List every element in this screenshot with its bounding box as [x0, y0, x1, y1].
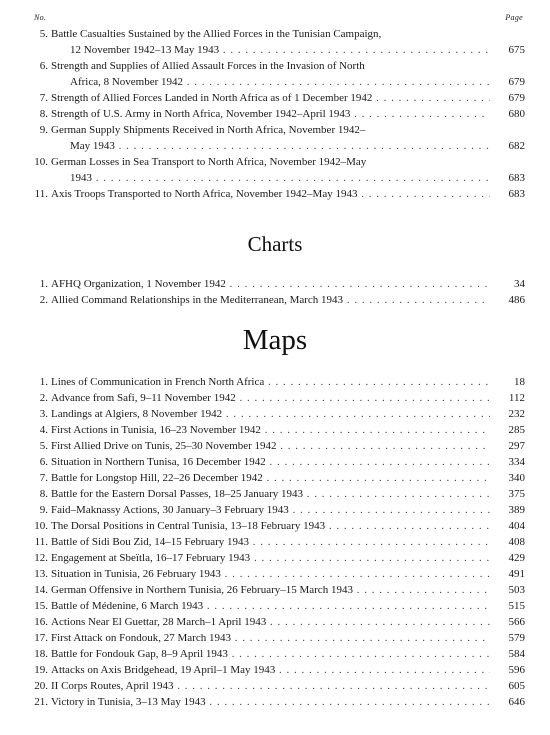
charts-list — [0, 276, 550, 308]
entry-number: 10. — [34, 156, 48, 168]
entry-page-number: 596 — [508, 664, 525, 676]
entry-number: 1. — [39, 278, 48, 290]
map-entry — [0, 438, 550, 454]
entry-title: Battle for Fondouk Gap, 8–9 April 1943 . . . — [51, 646, 490, 662]
entry-title: Situation in Tunisia, 26 February 1943 . . . — [51, 566, 490, 582]
entry-page-number: 429 — [508, 552, 525, 564]
entry-title: German Offensive in Northern Tunisia, 26 February–15 March 1943 . . . — [51, 582, 490, 598]
map-entry — [0, 454, 550, 470]
entry-page-number: 408 — [508, 536, 525, 548]
entry-number: 14. — [34, 584, 48, 596]
charts-heading: Charts — [247, 232, 303, 256]
map-entry — [0, 582, 550, 598]
entry-title: The Dorsal Positions in Central Tunisia, 13–18 February 1943 . . . — [51, 518, 490, 534]
entry-title: Attacks on Axis Bridgehead, 19 April–1 May 1943 . . . — [51, 662, 490, 678]
entry-page-number: 285 — [508, 424, 525, 436]
chart-entry — [0, 292, 550, 308]
entry-page-number: 503 — [508, 584, 525, 596]
entry-number: 16. — [34, 616, 48, 628]
maps-heading: Maps — [242, 324, 308, 356]
map-entry — [0, 630, 550, 646]
entry-title: German Losses in Sea Transport to North Africa, November 1942–May — [51, 156, 367, 168]
entry-page-number: 675 — [508, 44, 525, 56]
entry-number: 1. — [39, 376, 48, 388]
entry-number: 7. — [39, 92, 48, 104]
page-column-header: Page — [505, 13, 523, 22]
entry-title: Strength and Supplies of Allied Assault Forces in the Invasion of North — [51, 60, 365, 72]
table-entry-continuation — [0, 42, 550, 58]
entry-page-number: 680 — [508, 108, 525, 120]
entry-page-number: 683 — [508, 172, 525, 184]
entry-number: 15. — [34, 600, 48, 612]
table-entry — [0, 26, 550, 42]
entry-title: Lines of Communication in French North Africa . . . — [51, 374, 490, 390]
table-entry-continuation — [0, 138, 550, 154]
column-headers — [34, 13, 523, 25]
entry-title: First Allied Drive on Tunis, 25–30 November 1942 . . . — [51, 438, 490, 454]
entry-page-number: 579 — [508, 632, 525, 644]
entry-number: 5. — [39, 440, 48, 452]
entry-number: 20. — [34, 680, 48, 692]
entry-title: First Attack on Fondouk, 27 March 1943 . . . — [51, 630, 490, 646]
table-entry — [0, 122, 550, 138]
map-entry — [0, 598, 550, 614]
map-entry — [0, 566, 550, 582]
entry-title: Advance from Safi, 9–11 November 1942 . . . — [51, 390, 490, 406]
entry-title: Strength of Allied Forces Landed in North Africa as of 1 December 1942 . . . — [51, 90, 490, 106]
entry-title: Battle for Longstop Hill, 22–26 December 1942 . . . — [51, 470, 490, 486]
entry-number: 9. — [39, 124, 48, 136]
entry-page-number: 18 — [514, 376, 525, 388]
table-entry-continuation — [0, 170, 550, 186]
map-entry — [0, 422, 550, 438]
entry-title: Battle Casualties Sustained by the Allied Forces in the Tunisian Campaign, — [51, 28, 382, 40]
entry-title: Engagement at Sbeïtla, 16–17 February 1943 . . . — [51, 550, 490, 566]
entry-title: Battle for the Eastern Dorsal Passes, 18–25 January 1943 . . . — [51, 486, 490, 502]
table-entry — [0, 106, 550, 122]
table-entry — [0, 186, 550, 202]
entry-page-number: 486 — [508, 294, 525, 306]
table-entry — [0, 58, 550, 74]
map-entry — [0, 518, 550, 534]
entry-number: 13. — [34, 568, 48, 580]
table-entry — [0, 90, 550, 106]
map-entry — [0, 646, 550, 662]
entry-number: 5. — [39, 28, 48, 40]
entry-number: 19. — [34, 664, 48, 676]
entry-page-number: 491 — [508, 568, 525, 580]
map-entry — [0, 534, 550, 550]
entry-page-number: 334 — [508, 456, 525, 468]
entry-number: 6. — [39, 60, 48, 72]
number-column-header: No. — [34, 13, 47, 22]
entry-title: Allied Command Relationships in the Mediterranean, March 1943 . . . — [51, 292, 490, 308]
map-entry — [0, 678, 550, 694]
entry-title: Landings at Algiers, 8 November 1942 . . . — [51, 406, 490, 422]
entry-page-number: 404 — [508, 520, 525, 532]
entry-page-number: 297 — [508, 440, 525, 452]
entry-page-number: 679 — [508, 76, 525, 88]
entry-page-number: 389 — [508, 504, 525, 516]
maps-list — [0, 374, 550, 710]
entry-page-number: 112 — [508, 392, 525, 404]
entry-title-continued: Africa, 8 November 1942 . . . — [70, 74, 490, 90]
map-entry — [0, 502, 550, 518]
entry-title-continued: 12 November 1942–13 May 1943 . . . — [70, 42, 490, 58]
map-entry — [0, 694, 550, 710]
map-entry — [0, 374, 550, 390]
entry-page-number: 605 — [508, 680, 525, 692]
map-entry — [0, 550, 550, 566]
entry-page-number: 375 — [508, 488, 525, 500]
entry-page-number: 340 — [508, 472, 525, 484]
entry-number: 9. — [39, 504, 48, 516]
entry-number: 11. — [34, 536, 48, 548]
entry-page-number: 584 — [508, 648, 525, 660]
map-entry — [0, 662, 550, 678]
entry-number: 17. — [34, 632, 48, 644]
entry-number: 2. — [39, 294, 48, 306]
entry-title: Faid–Maknassy Actions, 30 January–3 February 1943 . . . — [51, 502, 490, 518]
entry-page-number: 679 — [508, 92, 525, 104]
entry-title: Battle of Sidi Bou Zid, 14–15 February 1943 . . . — [51, 534, 490, 550]
entry-title-continued: May 1943 . . . — [70, 138, 490, 154]
entry-number: 12. — [34, 552, 48, 564]
entry-title: Battle of Médenine, 6 March 1943 . . . — [51, 598, 490, 614]
entry-number: 10. — [34, 520, 48, 532]
entry-page-number: 515 — [508, 600, 525, 612]
table-entry — [0, 154, 550, 170]
entry-page-number: 566 — [508, 616, 525, 628]
entry-title: AFHQ Organization, 1 November 1942 . . . — [51, 276, 490, 292]
chart-entry — [0, 276, 550, 292]
entry-title: Situation in Northern Tunisa, 16 December 1942 . . . — [51, 454, 490, 470]
map-entry — [0, 486, 550, 502]
entry-page-number: 34 — [514, 278, 525, 290]
entry-number: 8. — [39, 108, 48, 120]
entry-title: First Actions in Tunisia, 16–23 November 1942 . . . — [51, 422, 490, 438]
map-entry — [0, 614, 550, 630]
entry-page-number: 683 — [508, 188, 525, 200]
entry-page-number: 232 — [508, 408, 525, 420]
table-entry-continuation — [0, 74, 550, 90]
map-entry — [0, 470, 550, 486]
entry-number: 11. — [34, 188, 48, 200]
entry-title: Victory in Tunisia, 3–13 May 1943 . . . — [51, 694, 490, 710]
entry-page-number: 646 — [508, 696, 525, 708]
entry-title: Axis Troops Transported to North Africa, November 1942–May 1943 . . . — [51, 186, 490, 202]
entry-number: 4. — [39, 424, 48, 436]
map-entry — [0, 390, 550, 406]
entry-title: II Corps Routes, April 1943 . . . — [51, 678, 490, 694]
map-entry — [0, 406, 550, 422]
entry-title-continued: 1943 . . . — [70, 170, 490, 186]
entry-number: 2. — [39, 392, 48, 404]
entry-number: 6. — [39, 456, 48, 468]
entry-title: Actions Near El Guettar, 28 March–1 April 1943 . . . — [51, 614, 490, 630]
tables-list — [0, 26, 550, 202]
entry-number: 18. — [34, 648, 48, 660]
entry-number: 21. — [34, 696, 48, 708]
entry-number: 8. — [39, 488, 48, 500]
entry-title: Strength of U.S. Army in North Africa, November 1942–April 1943 . . . — [51, 106, 490, 122]
entry-number: 3. — [39, 408, 48, 420]
entry-page-number: 682 — [508, 140, 525, 152]
entry-number: 7. — [39, 472, 48, 484]
entry-title: German Supply Shipments Received in North Africa, November 1942– — [51, 124, 366, 136]
